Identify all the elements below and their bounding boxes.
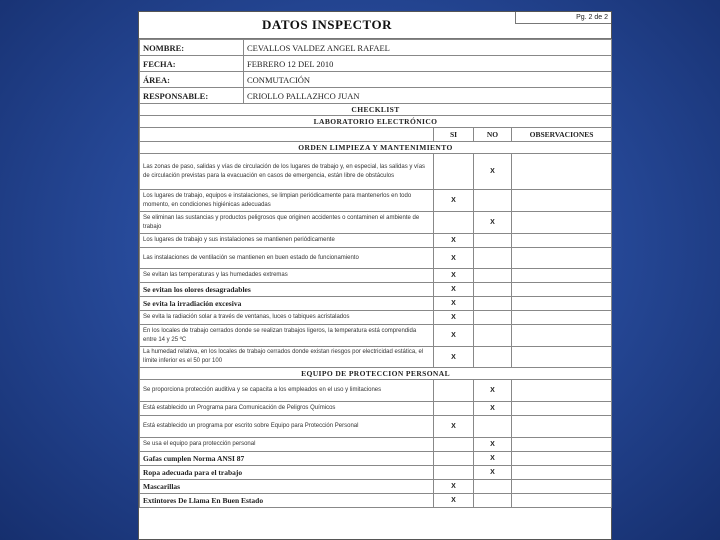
observaciones-cell[interactable] [512, 380, 612, 402]
info-row-responsable [140, 88, 612, 104]
no-mark[interactable] [474, 297, 512, 311]
inspection-sheet [138, 11, 612, 540]
observaciones-cell[interactable] [512, 190, 612, 212]
lab-title-row [140, 116, 612, 128]
si-mark[interactable]: X [434, 248, 474, 269]
observaciones-cell[interactable] [512, 234, 612, 248]
no-mark[interactable]: X [474, 438, 512, 452]
checklist-item-text: Mascarillas [140, 480, 434, 494]
section-header-row [140, 142, 612, 154]
checklist-item-text: Se evita la irradiación excesiva [140, 297, 434, 311]
info-value: FEBRERO 12 DEL 2010 [244, 56, 612, 72]
observaciones-cell[interactable] [512, 452, 612, 466]
no-mark[interactable] [474, 347, 512, 368]
si-mark[interactable]: X [434, 297, 474, 311]
page-title: DATOS INSPECTOR [262, 17, 392, 32]
observaciones-cell[interactable] [512, 325, 612, 347]
checklist-item-text: Las zonas de paso, salidas y vías de circulación de los lugares de trabajo y, en especial, las salidas y vías de circulación previstas para la evacuación en casos de emergencia, están libre de obstáculos [140, 154, 434, 190]
observaciones-cell[interactable] [512, 438, 612, 452]
observaciones-cell[interactable] [512, 347, 612, 368]
si-mark[interactable]: X [434, 283, 474, 297]
checklist-row [140, 234, 612, 248]
checklist-title: CHECKLIST [140, 104, 612, 116]
info-label: NOMBRE: [140, 40, 244, 56]
checklist-row [140, 347, 612, 368]
checklist-row [140, 311, 612, 325]
checklist-item-text: Gafas cumplen Norma ANSI 87 [140, 452, 434, 466]
no-mark[interactable]: X [474, 380, 512, 402]
si-mark[interactable] [434, 380, 474, 402]
lab-title: LABORATORIO ELECTRÓNICO [140, 116, 612, 128]
column-header-observaciones: OBSERVACIONES [512, 128, 612, 142]
observaciones-cell[interactable] [512, 402, 612, 416]
checklist-title-row [140, 104, 612, 116]
si-mark[interactable]: X [434, 494, 474, 508]
no-mark[interactable] [474, 311, 512, 325]
info-row-nombre [140, 40, 612, 56]
checklist-item-text: Los lugares de trabajo, equipos e instalaciones, se limpian periódicamente para mantenerlos en todo momento, en condiciones higiénicas adecuadas [140, 190, 434, 212]
no-mark[interactable] [474, 325, 512, 347]
si-mark[interactable]: X [434, 269, 474, 283]
si-mark[interactable]: X [434, 234, 474, 248]
section-title: EQUIPO DE PROTECCION PERSONAL [140, 368, 612, 380]
no-mark[interactable] [474, 234, 512, 248]
observaciones-cell[interactable] [512, 494, 612, 508]
checklist-row [140, 269, 612, 283]
checklist-row [140, 380, 612, 402]
info-label: ÁREA: [140, 72, 244, 88]
no-mark[interactable] [474, 283, 512, 297]
checklist-item-text: Se eliminan las sustancias y productos peligrosos que originen accidentes o contaminen el ambiente de trabajo [140, 212, 434, 234]
checklist-item-text: Está establecido un Programa para Comunicación de Peligros Químicos [140, 402, 434, 416]
checklist-item-text: Se evita la radiación solar a través de ventanas, luces o tabiques acristalados [140, 311, 434, 325]
observaciones-cell[interactable] [512, 269, 612, 283]
column-header-no: NO [474, 128, 512, 142]
info-label: FECHA: [140, 56, 244, 72]
checklist-item-text: Extintores De Llama En Buen Estado [140, 494, 434, 508]
section-title: ORDEN LIMPIEZA Y MANTENIMIENTO [140, 142, 612, 154]
sheet-header [139, 12, 611, 39]
observaciones-cell[interactable] [512, 297, 612, 311]
checklist-item-text: Se evitan los olores desagradables [140, 283, 434, 297]
checklist-row [140, 494, 612, 508]
checklist-row [140, 466, 612, 480]
observaciones-cell[interactable] [512, 154, 612, 190]
column-header-si: SI [434, 128, 474, 142]
checklist-row [140, 297, 612, 311]
checklist-row [140, 283, 612, 297]
checklist-row [140, 190, 612, 212]
si-mark[interactable] [434, 154, 474, 190]
info-row-area [140, 72, 612, 88]
checklist-row [140, 212, 612, 234]
si-mark[interactable] [434, 466, 474, 480]
si-mark[interactable] [434, 402, 474, 416]
si-mark[interactable]: X [434, 416, 474, 438]
no-mark[interactable] [474, 190, 512, 212]
info-row-fecha [140, 56, 612, 72]
no-mark[interactable] [474, 494, 512, 508]
no-mark[interactable]: X [474, 466, 512, 480]
no-mark[interactable] [474, 248, 512, 269]
checklist-item-text: Las instalaciones de ventilación se mantienen en buen estado de funcionamiento [140, 248, 434, 269]
observaciones-cell[interactable] [512, 212, 612, 234]
column-header-row [140, 128, 612, 142]
checklist-item-text: Ropa adecuada para el trabajo [140, 466, 434, 480]
checklist-row [140, 154, 612, 190]
checklist-row [140, 452, 612, 466]
checklist-table [139, 39, 612, 508]
no-mark[interactable] [474, 269, 512, 283]
info-label: RESPONSABLE: [140, 88, 244, 104]
observaciones-cell[interactable] [512, 416, 612, 438]
no-mark[interactable]: X [474, 212, 512, 234]
checklist-row [140, 248, 612, 269]
checklist-item-text: Se usa el equipo para protección personal [140, 438, 434, 452]
observaciones-cell[interactable] [512, 466, 612, 480]
si-mark[interactable]: X [434, 347, 474, 368]
checklist-row [140, 325, 612, 347]
no-mark[interactable] [474, 416, 512, 438]
checklist-row [140, 402, 612, 416]
info-value: CONMUTACIÓN [244, 72, 612, 88]
observaciones-cell[interactable] [512, 480, 612, 494]
no-mark[interactable]: X [474, 154, 512, 190]
observaciones-cell[interactable] [512, 283, 612, 297]
info-value: CRIOLLO PALLAZHCO JUAN [244, 88, 612, 104]
checklist-item-text: Está establecido un programa por escrito sobre Equipo para Protección Personal [140, 416, 434, 438]
si-mark[interactable]: X [434, 480, 474, 494]
checklist-row [140, 416, 612, 438]
si-mark[interactable] [434, 212, 474, 234]
checklist-item-text: Se evitan las temperaturas y las humedades extremas [140, 269, 434, 283]
checklist-row [140, 480, 612, 494]
checklist-row [140, 438, 612, 452]
si-mark[interactable]: X [434, 190, 474, 212]
no-mark[interactable]: X [474, 402, 512, 416]
page-number: Pg. 2 de 2 [515, 12, 611, 24]
checklist-item-text: La humedad relativa, en los locales de trabajo cerrados donde existan riesgos por electricidad estática, el límite inferior es el 50 por 100 [140, 347, 434, 368]
checklist-item-text: En los locales de trabajo cerrados donde se realizan trabajos ligeros, la temperatura está comprendida entre 14 y 25 ºC [140, 325, 434, 347]
info-value: CEVALLOS VALDEZ ANGEL RAFAEL [244, 40, 612, 56]
si-mark[interactable] [434, 438, 474, 452]
si-mark[interactable]: X [434, 325, 474, 347]
no-mark[interactable] [474, 480, 512, 494]
checklist-body [140, 142, 612, 508]
checklist-item-text: Los lugares de trabajo y sus instalaciones se mantienen periódicamente [140, 234, 434, 248]
observaciones-cell[interactable] [512, 248, 612, 269]
no-mark[interactable]: X [474, 452, 512, 466]
column-header-blank [140, 128, 434, 142]
si-mark[interactable]: X [434, 311, 474, 325]
checklist-item-text: Se proporciona protección auditiva y se capacita a los empleados en el uso y limitaciones [140, 380, 434, 402]
observaciones-cell[interactable] [512, 311, 612, 325]
section-header-row [140, 368, 612, 380]
si-mark[interactable] [434, 452, 474, 466]
